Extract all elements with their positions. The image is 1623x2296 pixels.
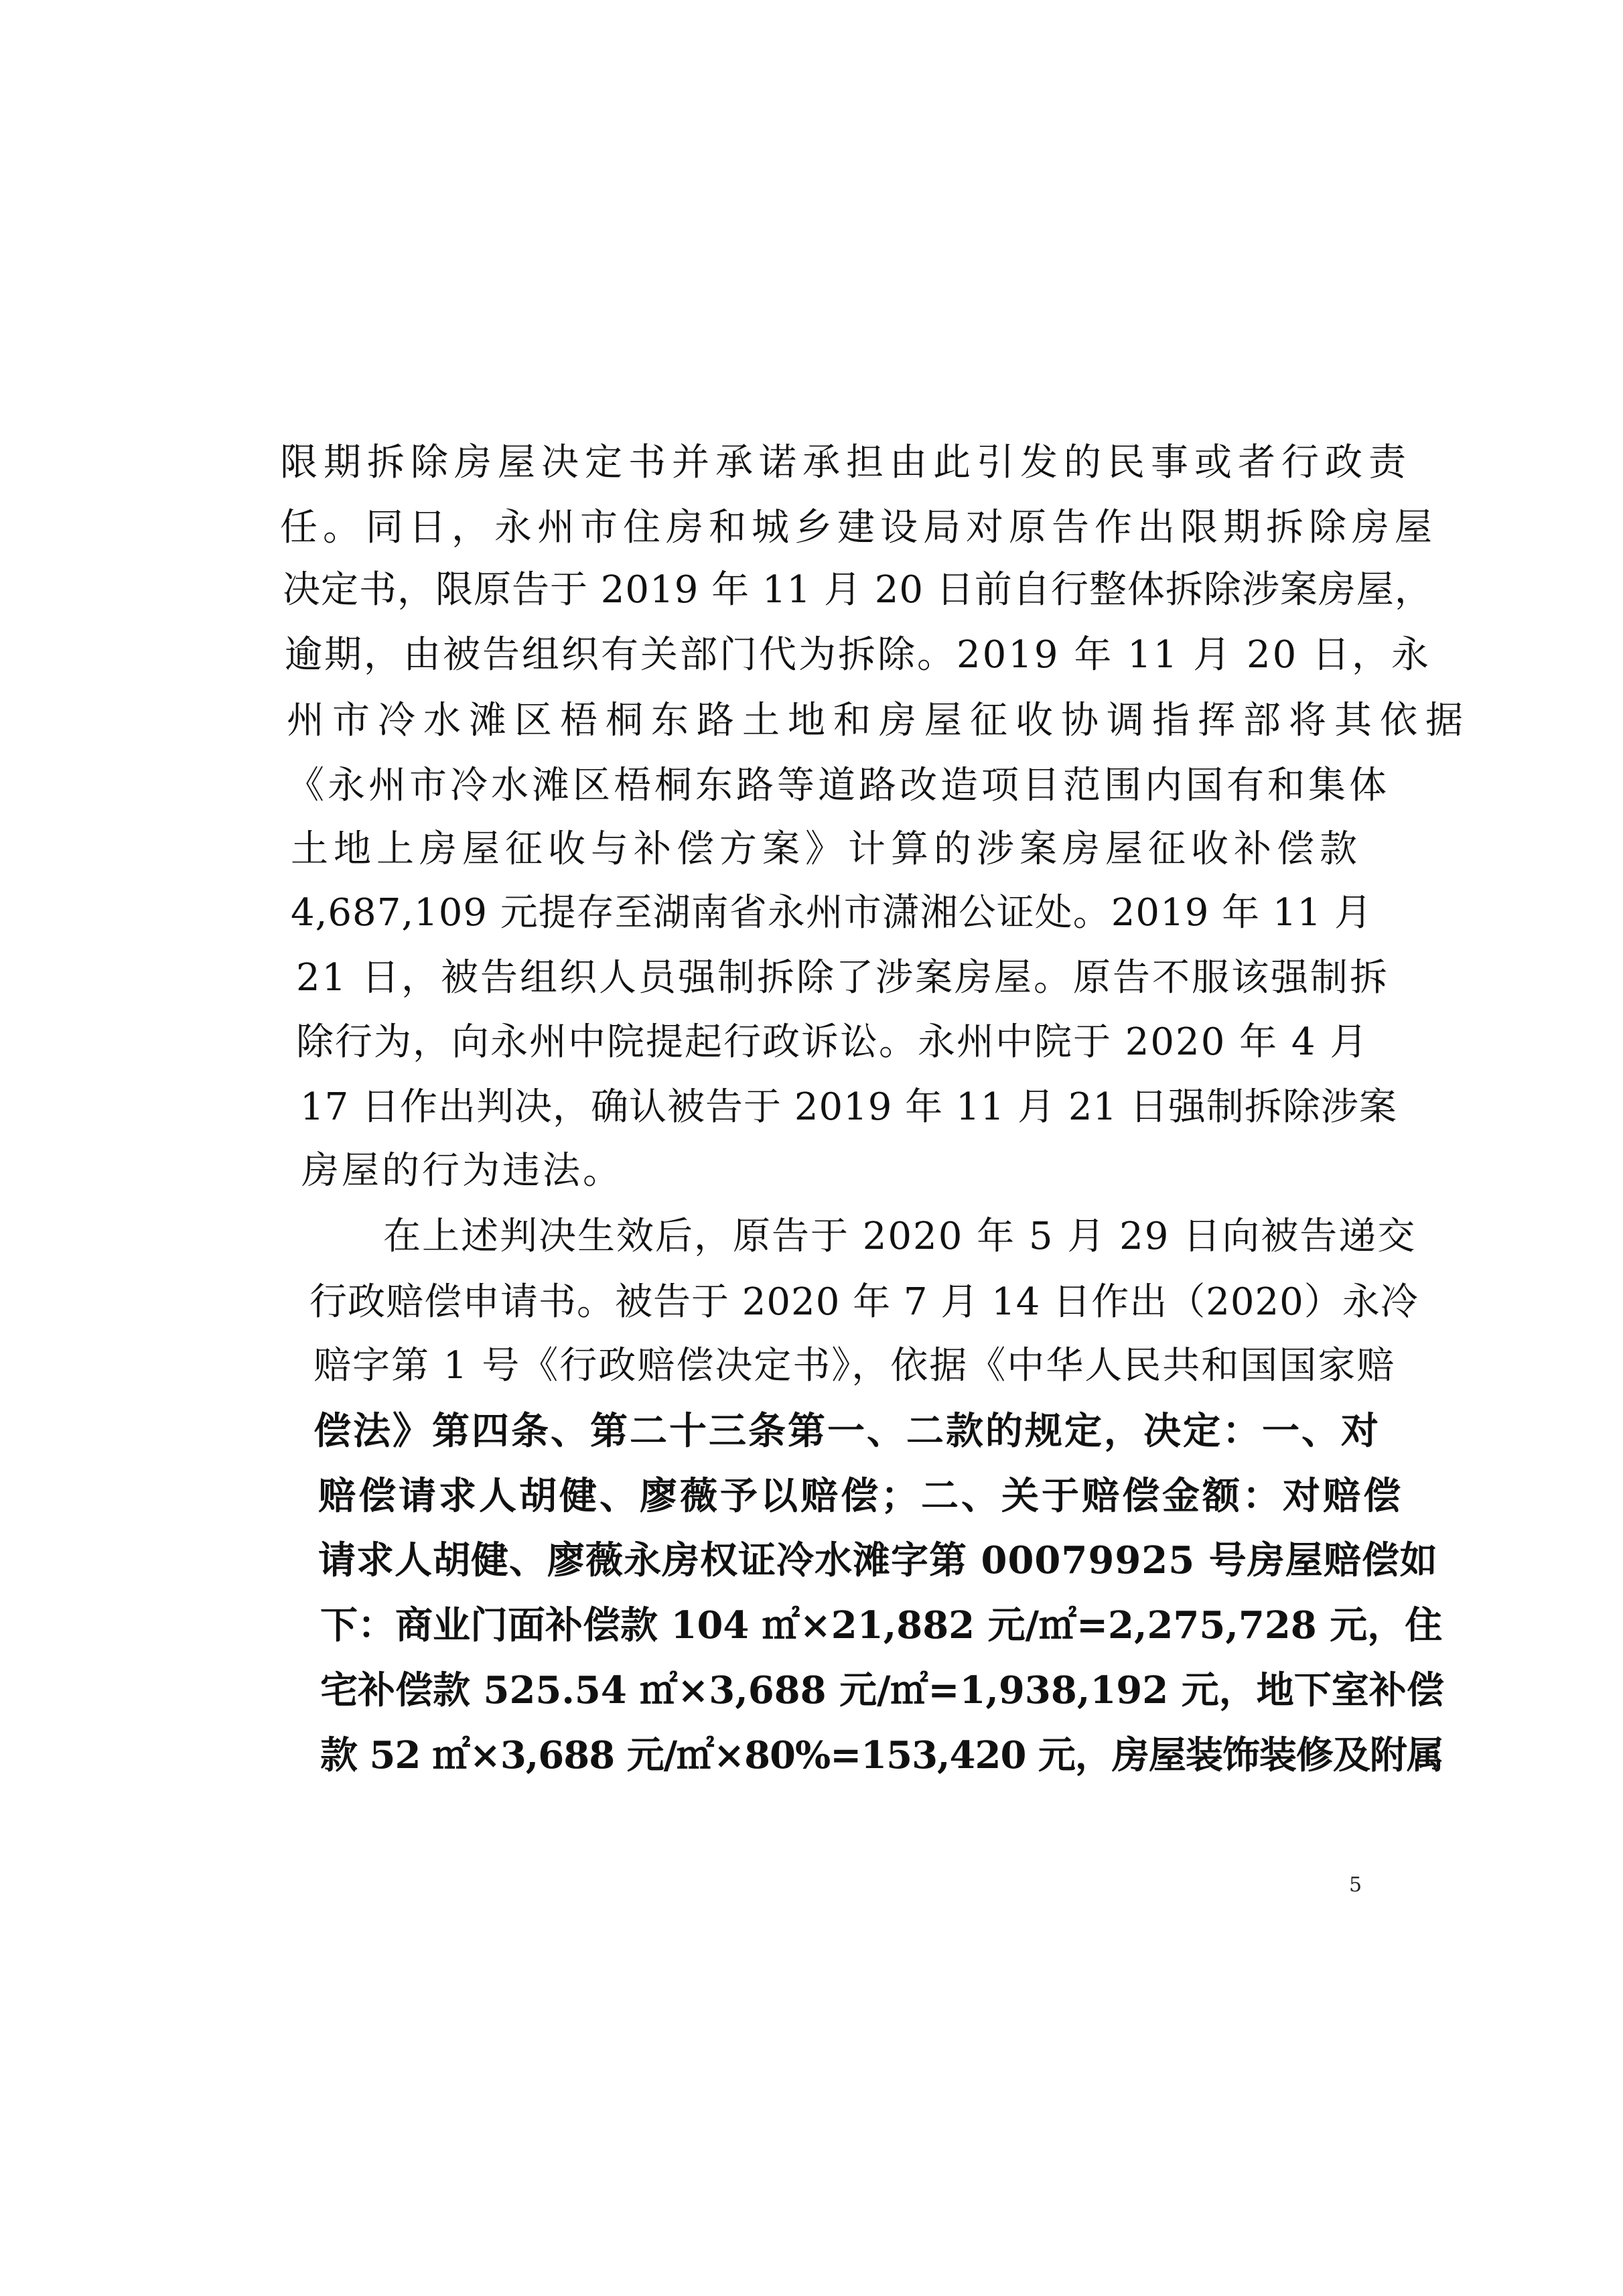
text-line: 款 52 ㎡×3,688 元/㎡×80%=153,420 元，房屋装饰装修及附属: [320, 1733, 1443, 1777]
page-number: 5: [1349, 1873, 1362, 1897]
text-line: 州市冷水滩区梧桐东路土地和房屋征收协调指挥部将其依据: [287, 699, 1471, 742]
text-line: 除行为，向永州中院提起行政诉讼。永州中院于 2020 年 4 月: [296, 1020, 1369, 1064]
text-line: 决定书，限原告于 2019 年 11 月 20 日前自行整体拆除涉案房屋，: [283, 568, 1433, 612]
text-line: 在上述判决生效后，原告于 2020 年 5 月 29 日向被告递交: [383, 1215, 1417, 1258]
text-line: 赔字第 1 号《行政赔偿决定书》，依据《中华人民共和国国家赔: [313, 1344, 1396, 1388]
text-line: 赔偿请求人胡健、廖薇予以赔偿；二、关于赔偿金额：对赔偿: [318, 1474, 1403, 1518]
text-line: 逾期，由被告组织有关部门代为拆除。2019 年 11 月 20 日，永: [285, 633, 1431, 677]
text-line: 行政赔偿申请书。被告于 2020 年 7 月 14 日作出（2020）永冷: [309, 1280, 1419, 1324]
text-line: 偿法》第四条、第二十三条第一、二款的规定，决定：一、对: [313, 1409, 1381, 1453]
text-line: 下：商业门面补偿款 104 ㎡×21,882 元/㎡=2,275,728 元，住: [320, 1603, 1443, 1647]
text-line: 房屋的行为违法。: [301, 1149, 623, 1193]
text-line: 21 日，被告组织人员强制拆除了涉案房屋。原告不服该强制拆: [296, 956, 1390, 1000]
text-line: 土地上房屋征收与补偿方案》计算的涉案房屋征收补偿款: [291, 827, 1362, 871]
text-line: 《永州市冷水滩区梧桐东路等道路改造项目范围内国有和集体: [287, 764, 1390, 807]
text-line: 任。同日，永州市住房和城乡建设局对原告作出限期拆除房屋: [280, 506, 1437, 549]
text-line: 请求人胡健、廖薇永房权证冷水滩字第 00079925 号房屋赔偿如: [318, 1538, 1438, 1582]
text-line: 宅补偿款 525.54 ㎡×3,688 元/㎡=1,938,192 元，地下室补偿: [320, 1668, 1444, 1712]
text-line: 17 日作出判决，确认被告于 2019 年 11 月 21 日强制拆除涉案: [300, 1085, 1397, 1129]
text-line: 限期拆除房屋决定书并承诺承担由此引发的民事或者行政责: [280, 441, 1412, 484]
text-line: 4,687,109 元提存至湖南省永州市潇湘公证处。2019 年 11 月: [291, 891, 1372, 935]
